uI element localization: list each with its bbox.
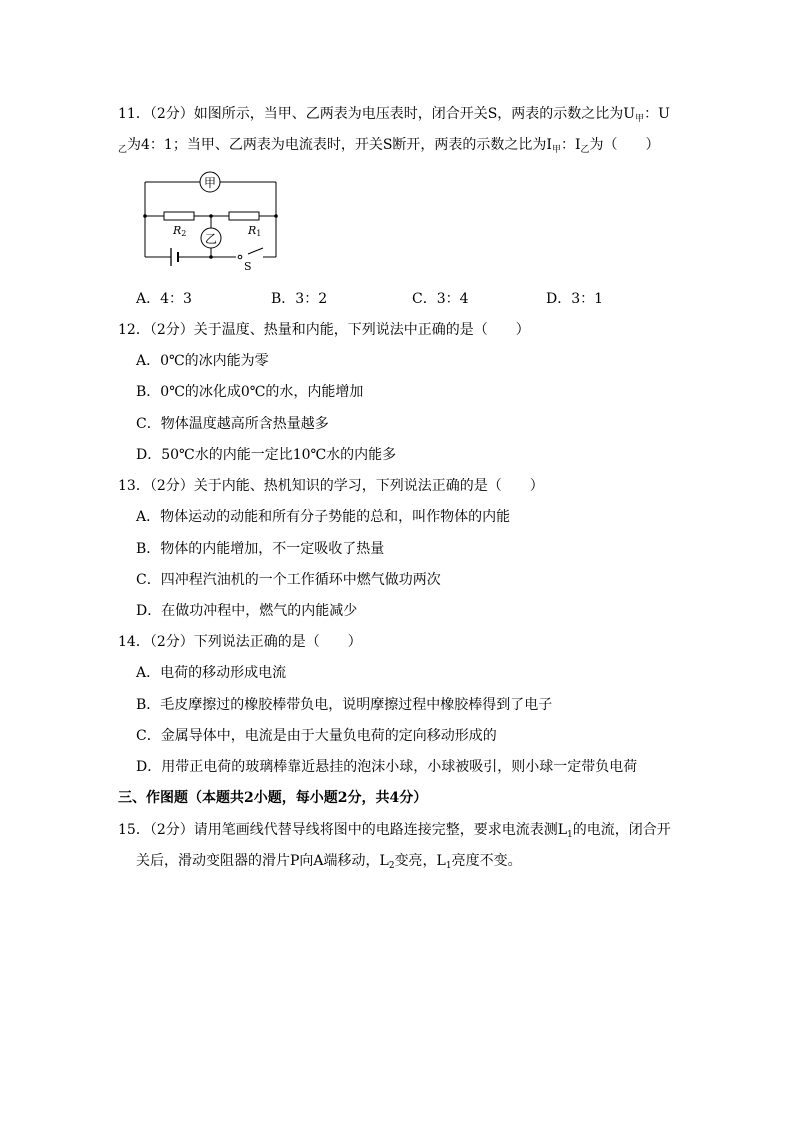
r1-label: R1	[248, 224, 262, 238]
r2-label: R2	[173, 224, 187, 238]
q14-option-a[interactable]: A．电荷的移动形成电流	[136, 665, 287, 681]
meter-jia-label: 甲	[203, 176, 217, 190]
section-3-title: 三、作图题（本题共2小题，每小题2分，共4分）	[118, 790, 428, 806]
q13-option-c[interactable]: C．四冲程汽油机的一个工作循环中燃气做功两次	[136, 572, 441, 588]
q13-stem: 13．（2分）关于内能、热机知识的学习，下列说法正确的是（ ）	[118, 478, 544, 494]
q14-option-c[interactable]: C．金属导体中，电流是由于大量负电荷的定向移动形成的	[136, 728, 497, 744]
q11-circuit-diagram	[138, 168, 286, 270]
q11-option-b[interactable]: B．3：2	[271, 291, 328, 307]
junction-dot	[274, 214, 278, 218]
junction-dot	[143, 214, 147, 218]
q12-option-a[interactable]: A．0℃的冰内能为零	[136, 353, 269, 369]
q12-stem: 12．（2分）关于温度、热量和内能，下列说法中正确的是（ ）	[118, 322, 530, 338]
q14-stem: 14．（2分）下列说法正确的是（ ）	[118, 634, 362, 650]
q11-options	[136, 289, 656, 309]
q11-stem-line1: 11．（2分）如图所示，当甲、乙两表为电压表时，闭合开关S，两表的示数之比为$U_甲$：U	[118, 106, 670, 124]
q12-option-d[interactable]: D．50℃水的内能一定比10℃水的内能多	[136, 447, 397, 463]
junction-dot	[209, 214, 213, 218]
q13-option-b[interactable]: B．物体的内能增加，不一定吸收了热量	[136, 541, 385, 557]
q15-stem-line1: 15．（2分）请用笔画线代替导线将图中的电路连接完整，要求电流表测$L_1$的电流，闭合开	[118, 822, 671, 840]
q11-option-a[interactable]: A．4：3	[136, 291, 192, 307]
q14-option-d[interactable]: D．用带正电荷的玻璃棒靠近悬挂的泡沫小球，小球被吸引，则小球一定带负电荷	[136, 759, 638, 775]
q13-option-d[interactable]: D．在做功冲程中，燃气的内能减少	[136, 603, 358, 619]
q11-option-c[interactable]: C．3：4	[412, 291, 469, 307]
q15-stem-line2: 关后，滑动变阻器的滑片P向A端移动，$L_2$变亮，$L_1$亮度不变。	[136, 853, 522, 871]
q11-option-d[interactable]: D．3：1	[546, 291, 604, 307]
meter-yi-label: 乙	[204, 232, 218, 246]
q12-option-c[interactable]: C．物体温度越高所含热量越多	[136, 416, 329, 432]
q11-stem-line2: $_乙$为4：1；当甲、乙两表为电流表时，开关S断开，两表的示数之比为$I_甲$：$I_乙$为（ ）	[118, 137, 660, 155]
switch-label: S	[244, 260, 252, 270]
q12-option-b[interactable]: B．0℃的冰化成0℃的水，内能增加	[136, 384, 364, 400]
junction-dot	[209, 255, 213, 259]
q14-option-b[interactable]: B．毛皮摩擦过的橡胶棒带负电，说明摩擦过程中橡胶棒得到了电子	[136, 697, 553, 713]
q13-option-a[interactable]: A．物体运动的动能和所有分子势能的总和，叫作物体的内能	[136, 509, 511, 525]
